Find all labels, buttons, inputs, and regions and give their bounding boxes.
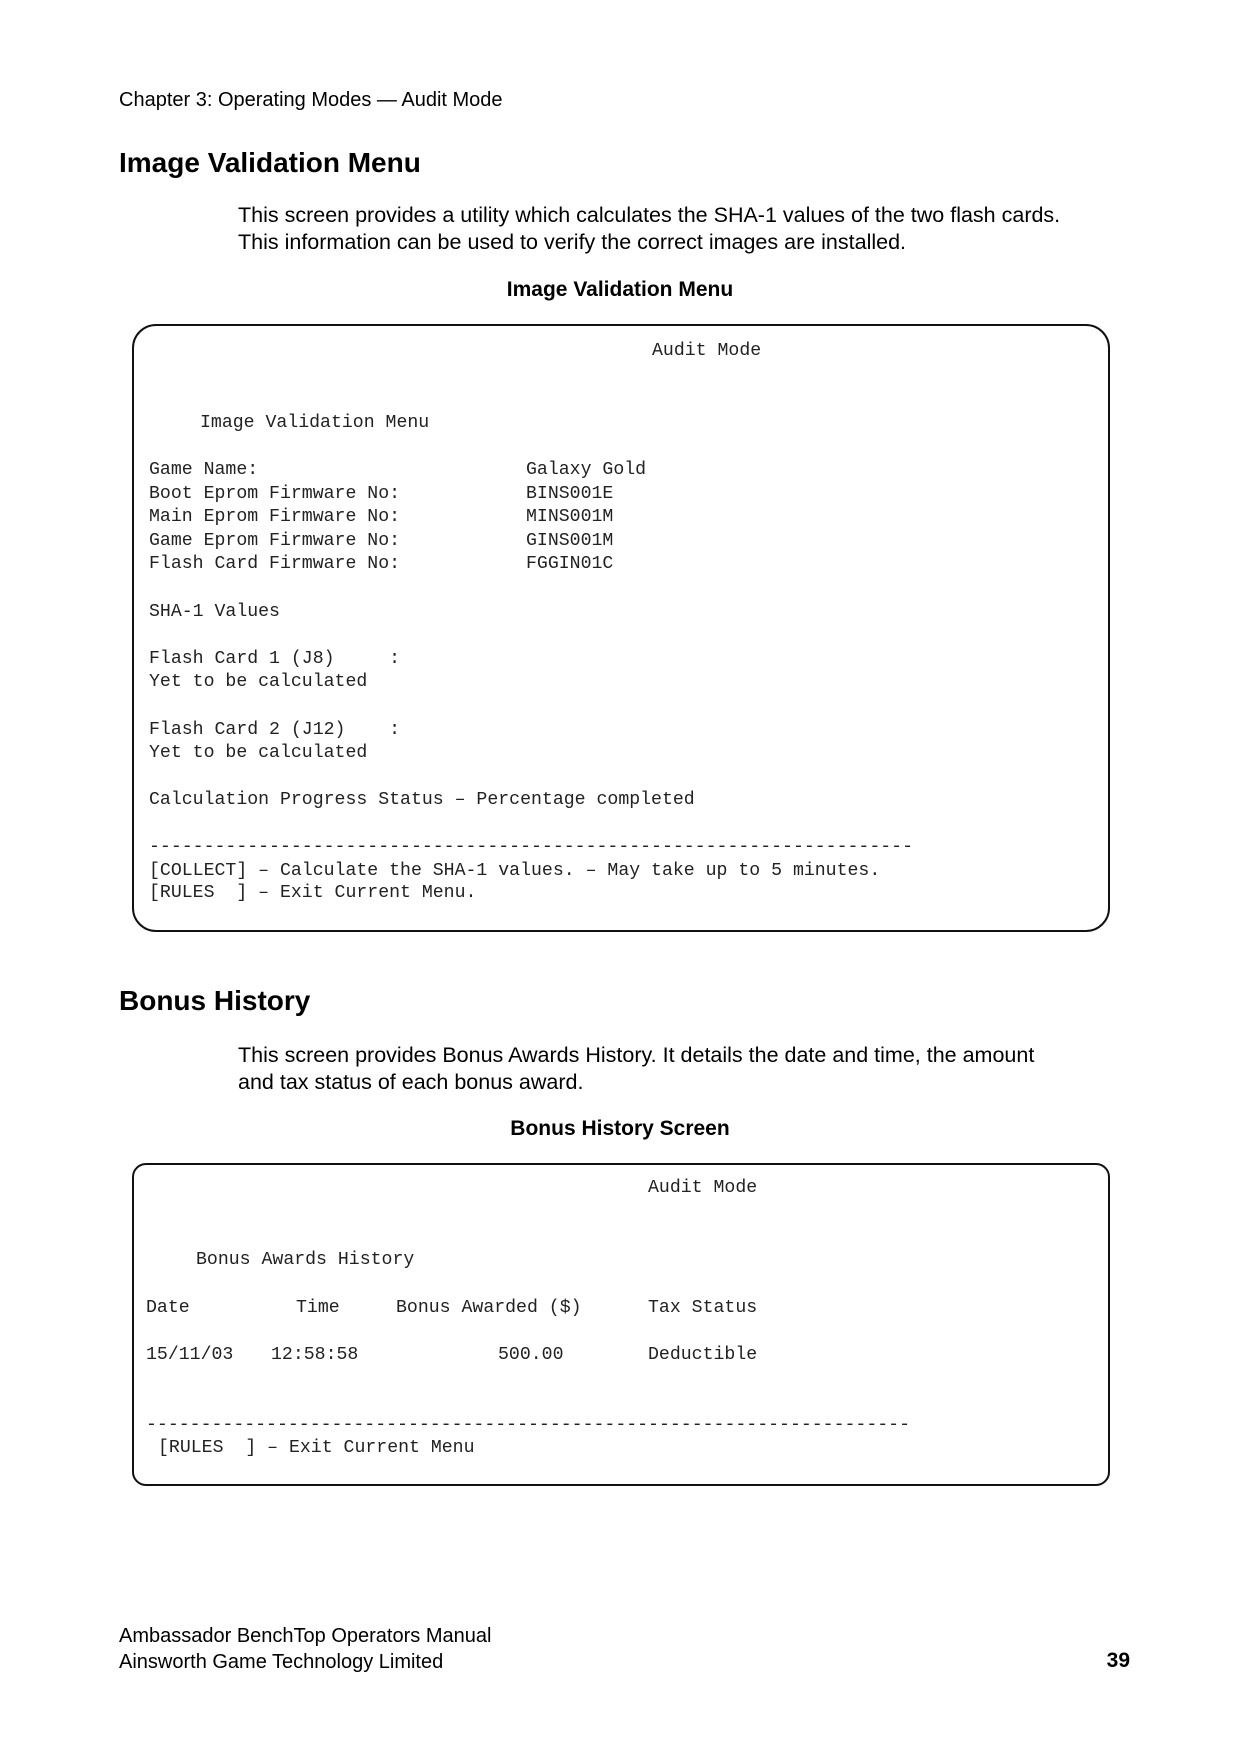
description-line: This screen provides Bonus Awards History. It details the date and time, the amount <box>238 1043 1035 1067</box>
column-header-bonus-awarded: Bonus Awarded ($) <box>396 1298 582 1318</box>
screen-divider: ---------------------------------------------------------------------- <box>146 1415 910 1435</box>
figure-caption: Bonus History Screen <box>510 1117 730 1140</box>
field-values <box>526 459 646 577</box>
flash-card-2-value: Yet to be calculated <box>149 743 368 763</box>
section-description <box>238 202 1138 256</box>
flash-card-1-label: Flash Card 1 (J8) : <box>149 649 401 669</box>
terminal-screen-image-validation <box>132 324 1110 932</box>
cell-tax-status: Deductible <box>648 1345 758 1365</box>
progress-status-label: Calculation Progress Status – Percentage completed <box>149 790 695 810</box>
description-line: This information can be used to verify the correct images are installed. <box>238 230 907 254</box>
description-line: This screen provides a utility which calculates the SHA-1 values of the two flash cards. <box>238 203 1061 227</box>
page-number: 39 <box>1106 1649 1130 1672</box>
cell-amount: 500.00 <box>498 1345 564 1365</box>
terminal-screen-bonus-history <box>132 1163 1110 1486</box>
cell-date: 15/11/03 <box>146 1345 234 1365</box>
field-label: Flash Card Firmware No: <box>149 554 401 574</box>
chapter-header: Chapter 3: Operating Modes — Audit Mode <box>119 89 503 111</box>
flash-card-1-value: Yet to be calculated <box>149 672 368 692</box>
field-labels <box>149 459 400 577</box>
field-label: Game Eprom Firmware No: <box>149 530 401 551</box>
flash-card-2-label: Flash Card 2 (J12) : <box>149 720 401 740</box>
field-value: MINS001M <box>526 507 614 527</box>
screen-mode-label: Audit Mode <box>652 341 762 361</box>
footer-company: Ainsworth Game Technology Limited <box>119 1651 444 1673</box>
page-footer <box>119 1623 491 1675</box>
screen-menu-title: Image Validation Menu <box>200 413 430 433</box>
field-value: GINS001M <box>526 530 614 551</box>
section-title-image-validation: Image Validation Menu <box>119 147 421 178</box>
section-description <box>238 1042 1138 1096</box>
column-header-date: Date <box>146 1298 190 1318</box>
sha-heading: SHA-1 Values <box>149 602 280 622</box>
column-header-time: Time <box>296 1298 340 1318</box>
cell-time: 12:58:58 <box>271 1345 359 1365</box>
field-label: Game Name: <box>149 460 259 480</box>
key-rules-instruction: [RULES ] – Exit Current Menu <box>158 1438 475 1458</box>
figure-caption: Image Validation Menu <box>506 278 734 301</box>
key-rules-instruction: [RULES ] – Exit Current Menu. <box>149 883 477 903</box>
field-value: Galaxy Gold <box>526 460 647 480</box>
key-collect-instruction: [COLLECT] – Calculate the SHA-1 values. – May take up to 5 minutes. <box>149 861 881 881</box>
description-line: and tax status of each bonus award. <box>238 1070 584 1094</box>
section-title-bonus-history: Bonus History <box>119 985 311 1016</box>
field-label: Boot Eprom Firmware No: <box>149 483 401 504</box>
footer-manual-title: Ambassador BenchTop Operators Manual <box>119 1625 492 1647</box>
screen-divider: ---------------------------------------------------------------------- <box>149 837 913 857</box>
field-value: FGGIN01C <box>526 554 614 574</box>
screen-mode-label: Audit Mode <box>648 1178 758 1198</box>
field-value: BINS001E <box>526 483 614 504</box>
field-label: Main Eprom Firmware No: <box>149 507 401 527</box>
column-header-tax-status: Tax Status <box>648 1298 758 1318</box>
screen-menu-title: Bonus Awards History <box>196 1250 415 1270</box>
